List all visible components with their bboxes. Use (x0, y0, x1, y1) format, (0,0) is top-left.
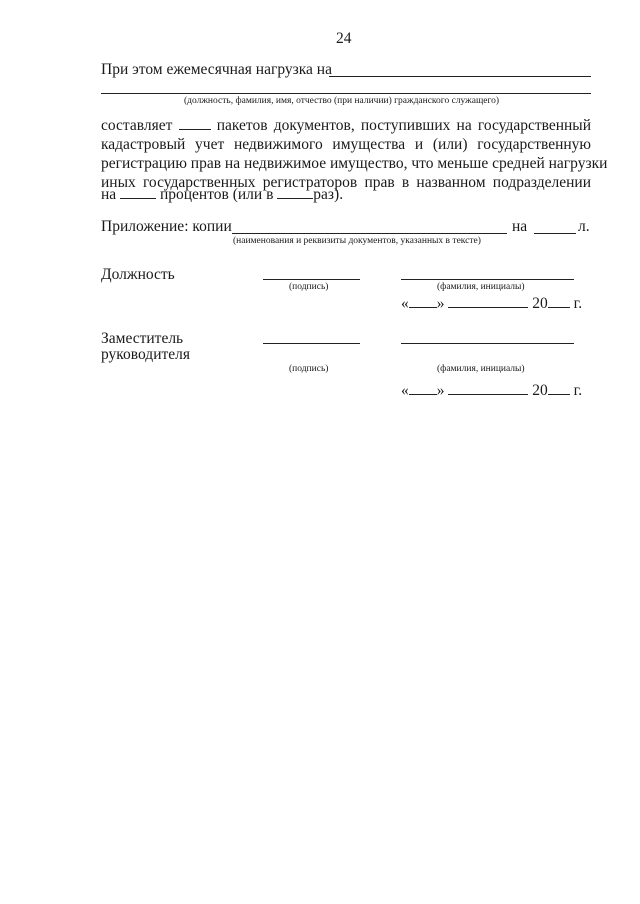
year-blank-1 (548, 294, 570, 308)
employee-blank-line-1 (329, 76, 591, 77)
employee-blank-line-2 (101, 93, 591, 94)
year-prefix-2: 20 (532, 382, 548, 399)
paragraph-line-3: регистрацию прав на недвижимое имущество, что меньше средней нагрузки (101, 155, 608, 172)
day-blank-2 (409, 381, 437, 395)
month-blank-1 (448, 294, 528, 308)
position-title: Должность (101, 266, 175, 283)
name-caption-2: (фамилия, инициалы) (437, 364, 525, 374)
percent-blank (120, 185, 156, 199)
name-caption-1: (фамилия, инициалы) (437, 282, 525, 292)
deputy-title-line-1: Заместитель (101, 330, 184, 347)
p5-on: на (101, 186, 117, 203)
signature-line-1 (263, 279, 360, 280)
day-blank-1 (409, 294, 437, 308)
year-suffix-2: г. (573, 382, 583, 399)
paragraph-line-5 (101, 185, 343, 204)
quote-close-2: » (436, 382, 445, 399)
name-line-1 (401, 279, 574, 280)
paragraph-line-4: иных государственных регистраторов прав в названном подразделении (101, 174, 591, 191)
packages-count-blank (179, 116, 211, 130)
signature-caption-1: (подпись) (289, 282, 329, 292)
p5-times: раз). (313, 186, 344, 203)
load-intro: При этом ежемесячная нагрузка на (101, 61, 332, 78)
page-number: 24 (336, 30, 352, 47)
times-blank (277, 185, 313, 199)
quote-open-1: « (401, 295, 409, 312)
p1-end: пакетов документов, поступивших на государственный (216, 117, 592, 134)
signature-caption-2: (подпись) (289, 364, 329, 374)
paragraph-line-2: кадастровый учет недвижимого имущества и (или) государственную (101, 136, 591, 153)
p5-percent: процентов (или в (159, 186, 274, 203)
attachment-caption: (наименования и реквизиты документов, указанных в тексте) (233, 236, 481, 246)
quote-close-1: » (436, 295, 445, 312)
year-blank-2 (548, 381, 570, 395)
attachment-sheets: л. (578, 218, 590, 235)
month-blank-2 (448, 381, 528, 395)
attachment-docs-line (232, 233, 507, 234)
attachment-label: Приложение: копии (101, 218, 232, 235)
year-suffix-1: г. (573, 295, 583, 312)
employee-caption: (должность, фамилия, имя, отчество (при наличии) гражданского служащего) (184, 96, 500, 106)
quote-open-2: « (401, 382, 409, 399)
deputy-title-line-2: руководителя (101, 346, 191, 363)
date-row-1 (401, 294, 582, 313)
attachment-sheets-line (534, 233, 576, 234)
p1-start: составляет (101, 117, 173, 134)
year-prefix-1: 20 (532, 295, 548, 312)
attachment-on: на (512, 218, 528, 235)
signature-line-2 (263, 343, 360, 344)
date-row-2 (401, 381, 582, 400)
paragraph-line-1 (101, 116, 591, 135)
name-line-2 (401, 343, 574, 344)
